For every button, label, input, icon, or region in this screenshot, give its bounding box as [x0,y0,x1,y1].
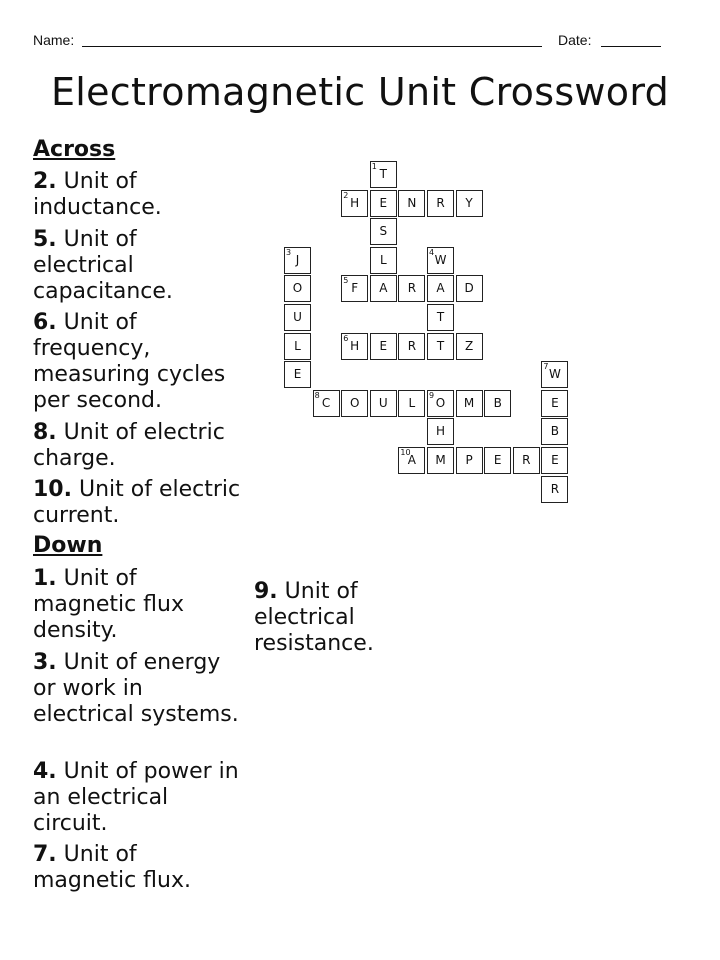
grid-cell[interactable] [541,476,568,503]
grid-cell[interactable] [313,390,340,417]
grid-cell[interactable] [398,333,425,360]
cell-letter: L [379,252,387,267]
clue-number: 3. [33,650,57,675]
cell-letter: R [522,453,531,467]
clue-text: Unit of electric charge. [33,420,225,471]
grid-cell[interactable] [427,390,454,417]
grid-cell[interactable] [341,190,368,217]
clue-number-label: 9 [429,390,435,400]
clue-number-label: 4 [429,247,435,257]
clue-text: Unit of electrical capacitance. [33,227,173,304]
grid-cell[interactable] [484,447,511,474]
cell-letter: Z [464,338,474,353]
clue-down-7 [33,842,233,894]
clue-down-3 [33,650,245,728]
cell-letter: P [465,453,473,467]
clue-down-1 [33,566,213,644]
clue-number-label: 1 [371,162,377,171]
cell-letter: W [548,367,561,382]
grid-cell[interactable] [341,390,368,417]
clue-number: 6. [33,310,57,335]
cell-letter: E [379,195,388,210]
grid-cell[interactable] [370,390,397,417]
clue-number-label: 2 [343,190,349,200]
cell-letter: N [407,195,417,210]
cell-letter: E [493,453,502,467]
name-field[interactable] [82,46,542,47]
cell-letter: A [407,453,416,467]
cell-letter: T [436,310,445,324]
grid-cell[interactable] [284,275,311,302]
grid-cell[interactable] [370,333,397,360]
grid-cell[interactable] [427,418,454,445]
clue-text: Unit of magnetic flux density. [33,566,185,643]
grid-cell[interactable] [370,161,397,188]
cell-letter: O [435,395,446,410]
cell-letter: L [294,338,301,353]
clue-number: 7. [33,842,57,867]
clue-text: Unit of electric current. [33,477,241,528]
clue-text: Unit of frequency, measuring cycles per second. [33,310,226,413]
cell-letter: H [350,338,360,353]
page-title: Electromagnetic Unit Crossword [50,70,670,114]
grid-cell[interactable] [341,275,368,302]
clue-number: 10. [33,477,72,502]
grid-cell[interactable] [398,390,425,417]
cell-letter: F [351,281,359,296]
cell-letter: E [293,367,302,382]
grid-cell[interactable] [370,247,397,274]
grid-cell[interactable] [427,247,454,274]
grid-cell[interactable] [484,390,511,417]
cell-letter: E [551,395,559,410]
cell-letter: W [434,252,447,267]
clue-across-10 [33,477,243,529]
grid-cell[interactable] [284,247,311,274]
grid-cell[interactable] [427,304,454,331]
grid-cell[interactable] [456,190,483,217]
clue-number: 1. [33,566,57,591]
cell-letter: J [295,252,300,267]
grid-cell[interactable] [370,190,397,217]
grid-cell[interactable] [456,275,483,302]
clue-number-label: 7 [543,362,549,372]
clue-text: Unit of energy or work in electrical systems. [33,650,239,727]
clue-number-label: 10 [400,448,411,457]
name-label: Name: [33,32,75,48]
date-field[interactable] [601,46,661,47]
grid-cell[interactable] [284,304,311,331]
cell-letter: M [435,453,446,467]
cell-letter: T [379,167,387,181]
cell-letter: Y [465,195,473,210]
grid-cell[interactable] [370,275,397,302]
date-label: Date: [558,32,592,48]
clue-across-8 [33,420,243,472]
grid-cell[interactable] [541,390,568,417]
cell-letter: R [436,195,445,210]
grid-cell[interactable] [427,333,454,360]
clue-text: Unit of power in an electrical circuit. [33,759,239,836]
cell-letter: H [350,195,360,210]
grid-cell[interactable] [427,447,454,474]
clue-number: 5. [33,227,57,252]
cell-letter: L [408,395,416,410]
clue-across-5 [33,227,213,305]
cell-letter: A [436,281,445,296]
clue-across-6 [33,310,243,414]
grid-cell[interactable] [427,275,454,302]
grid-cell[interactable] [284,333,311,360]
cell-letter: O [349,395,360,410]
clue-text: Unit of magnetic flux. [33,842,191,893]
cell-letter: R [407,338,417,353]
clue-number: 8. [33,420,57,445]
cell-letter: E [551,453,559,467]
clue-down-4 [33,759,245,837]
grid-cell[interactable] [456,390,483,417]
cell-letter: T [436,338,445,353]
cell-letter: R [407,281,417,296]
grid-cell[interactable] [370,218,397,245]
cell-letter: M [463,395,475,410]
grid-cell[interactable] [398,275,425,302]
down-heading: Down [33,533,103,558]
grid-cell[interactable] [284,361,311,388]
cell-letter: O [292,281,303,296]
clue-number-label: 5 [343,276,349,286]
grid-cell[interactable] [541,418,568,445]
cell-letter: A [379,281,388,296]
grid-cell[interactable] [427,190,454,217]
clue-down-9 [254,579,404,657]
grid-cell[interactable] [456,447,483,474]
cell-letter: D [464,281,474,296]
cell-letter: R [550,481,560,496]
cell-letter: U [293,310,302,324]
grid-cell[interactable] [398,447,425,474]
clue-across-2 [33,169,243,221]
clue-number-label: 8 [314,390,320,400]
grid-cell[interactable] [513,447,540,474]
clue-number-label: 3 [286,247,292,257]
cell-letter: S [379,224,388,239]
clue-text: Unit of electrical resistance. [254,579,374,656]
grid-cell[interactable] [341,333,368,360]
clue-number: 4. [33,759,57,784]
cell-letter: B [550,424,559,439]
clue-number: 9. [254,579,278,604]
cell-letter: H [435,424,446,439]
grid-cell[interactable] [541,361,568,388]
clue-number-label: 6 [343,333,349,343]
grid-cell[interactable] [541,447,568,474]
grid-cell[interactable] [398,190,425,217]
cell-letter: U [378,395,388,410]
grid-cell[interactable] [456,333,483,360]
cell-letter: E [379,338,388,353]
clue-number: 2. [33,169,57,194]
clue-text: Unit of inductance. [33,169,162,220]
across-heading: Across [33,137,116,162]
cell-letter: C [321,395,331,410]
cell-letter: B [493,395,502,410]
